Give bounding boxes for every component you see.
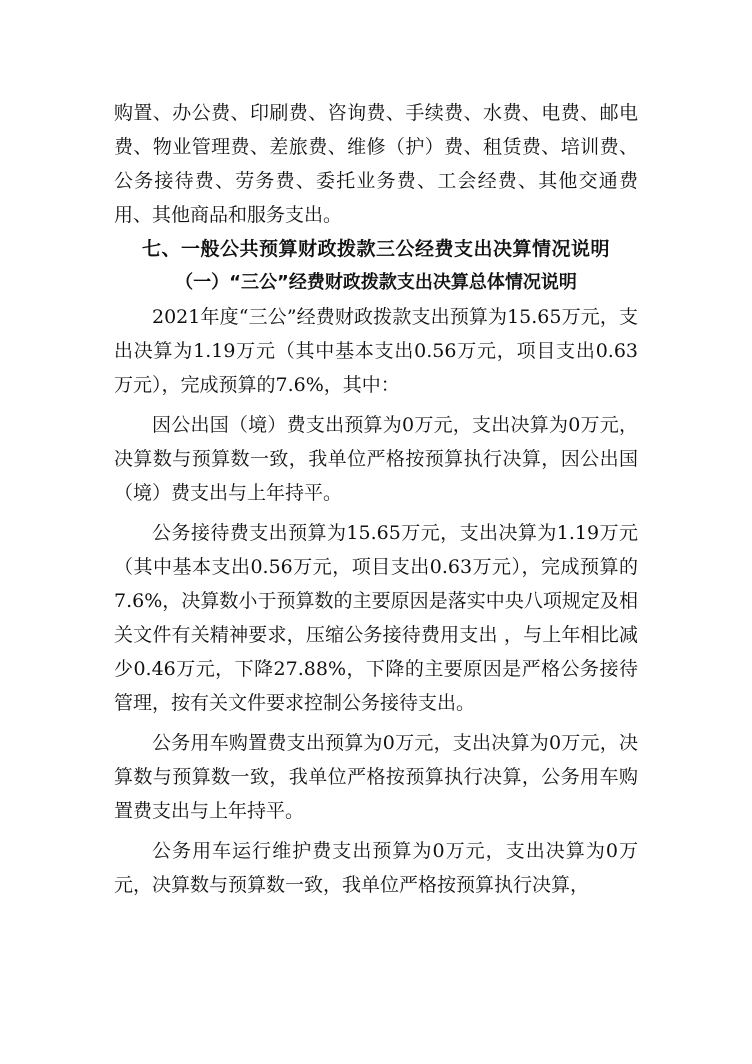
paragraph-expense-items: 购置、办公费、印刷费、咨询费、手续费、水费、电费、邮电费、物业管理费、差旅费、维修（护）费、租赁费、培训费、公务接待费、劳务费、委托业务费、工会经费、其他交通费用、其他商品和服务支出。 xyxy=(114,102,638,226)
paragraph-vehicle-maintenance: 公务用车运行维护费支出预算为0万元，支出决算为0万元，决算数与预算数一致，我单位严格按预算执行决算， xyxy=(114,840,638,896)
paragraph-official-reception: 公务接待费支出预算为15.65万元，支出决算为1.19万元（其中基本支出0.56万元，项目支出0.63万元），完成预算的7.6%，决算数小于预算数的主要原因是落实中央八项规定及相关文件有关精神要求，压缩公务接待费用支出 ，与上年相比减少0.46万元，下降27.88%，下降的主要原因是严格公务接待管理，按有关文件要求控制公务接待支出。 xyxy=(114,522,638,714)
paragraph-overseas-travel: 因公出国（境）费支出预算为0万元，支出决算为0万元，决算数与预算数一致，我单位严格按预算执行决算，因公出国（境）费支出与上年持平。 xyxy=(114,414,638,504)
paragraph-vehicle-purchase: 公务用车购置费支出预算为0万元，支出决算为0万元，决算数与预算数一致，我单位严格按预算执行决算，公务用车购置费支出与上年持平。 xyxy=(114,732,638,822)
paragraph-overall-summary: 2021年度“三公”经费财政拨款支出预算为15.65万元，支出决算为1.19万元（其中基本支出0.56万元，项目支出0.63万元），完成预算的7.6%，其中： xyxy=(114,306,638,396)
section-heading-three-public-expenses: 七、一般公共预算财政拨款三公经费支出决算情况说明 xyxy=(141,238,610,260)
subsection-heading-overall: （一）“三公”经费财政拨款支出决算总体情况说明 xyxy=(175,272,577,293)
document-page xyxy=(114,96,638,902)
